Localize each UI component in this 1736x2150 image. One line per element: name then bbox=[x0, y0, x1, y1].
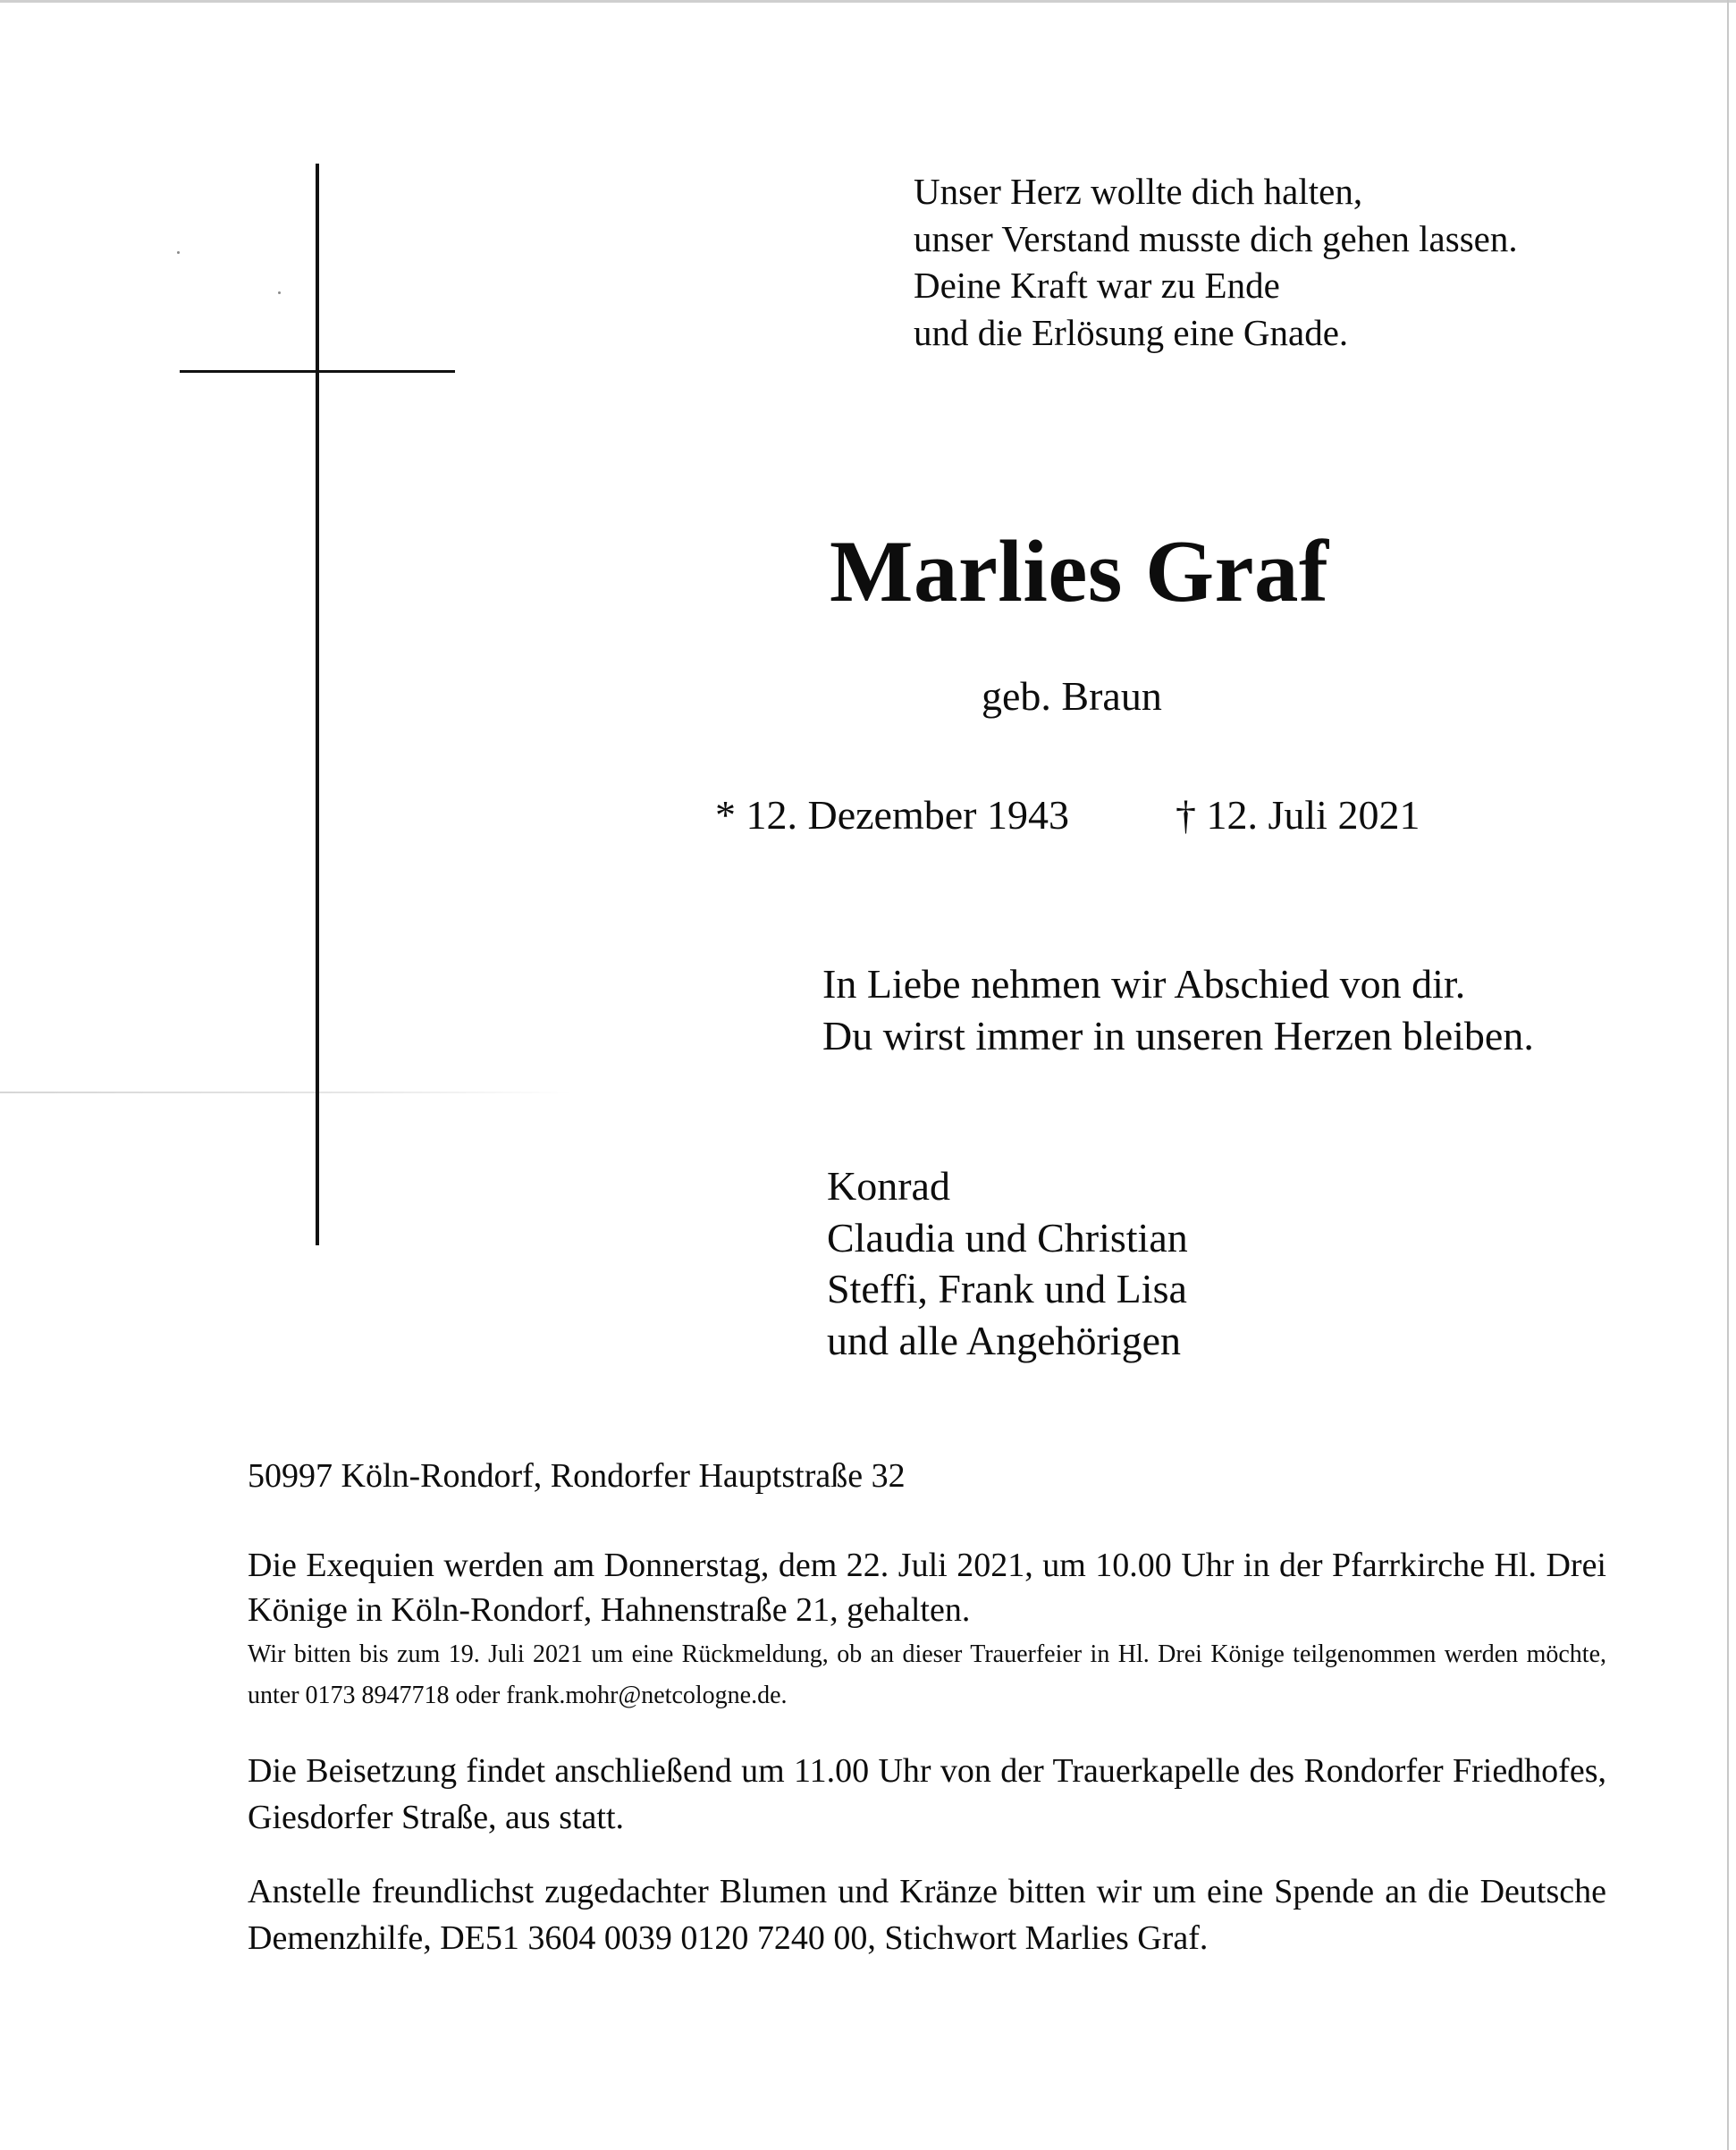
cross-icon-vertical-bar bbox=[316, 164, 319, 1245]
cross-icon-horizontal-bar bbox=[180, 370, 455, 373]
life-dates bbox=[715, 789, 1448, 841]
deceased-name: Marlies Graf bbox=[830, 523, 1329, 620]
family-address: 50997 Köln-Rondorf, Rondorfer Hauptstraße 32 bbox=[248, 1457, 906, 1495]
birth-date: * 12. Dezember 1943 bbox=[715, 792, 1069, 838]
mourner-name: Claudia und Christian bbox=[827, 1214, 1188, 1260]
rsvp-notice: Wir bitten bis zum 19. Juli 2021 um eine Rückmeldung, ob an dieser Trauerfeier in Hl. Drei Könige teilgenommen werden möchte, unter 0173 8947718 oder frank.mohr@netcologne.de. bbox=[248, 1640, 1606, 1709]
funeral-mass-notice: Die Exequien werden am Donnerstag, dem 22. Juli 2021, um 10.00 Uhr in der Pfarrkirche Hl. Drei Könige in Köln-Rondorf, Hahnenstraße 21, gehalten. bbox=[248, 1547, 1606, 1629]
farewell-line: In Liebe nehmen wir Abschied von dir. bbox=[822, 961, 1466, 1007]
scan-top-edge bbox=[0, 0, 1736, 3]
verse-line: und die Erlösung eine Gnade. bbox=[914, 311, 1349, 353]
paper-fold-line bbox=[0, 1092, 572, 1093]
maiden-name: geb. Braun bbox=[982, 673, 1162, 719]
farewell-message bbox=[822, 958, 1534, 1062]
scan-speck bbox=[278, 291, 281, 294]
mourner-name: Steffi, Frank und Lisa bbox=[827, 1266, 1187, 1311]
verse-line: unser Verstand musste dich gehen lassen. bbox=[914, 217, 1518, 259]
mourner-name: und alle Angehörigen bbox=[827, 1317, 1182, 1363]
mourner-name: Konrad bbox=[827, 1163, 950, 1209]
verse-line: Unser Herz wollte dich halten, bbox=[914, 171, 1363, 212]
death-date: † 12. Juli 2021 bbox=[1176, 792, 1420, 838]
mourners-list bbox=[827, 1160, 1188, 1366]
farewell-line: Du wirst immer in unseren Herzen bleiben. bbox=[822, 1013, 1534, 1058]
verse-line: Deine Kraft war zu Ende bbox=[914, 265, 1280, 306]
opening-verse bbox=[914, 168, 1518, 356]
scan-speck bbox=[177, 251, 180, 254]
donation-notice: Anstelle freundlichst zugedachter Blumen und Kränze bitten wir um eine Spende an die Deutsche Demenzhilfe, DE51 3604 0039 0120 7240 00, Stichwort Marlies Graf. bbox=[248, 1873, 1606, 1957]
scan-right-edge bbox=[1727, 0, 1729, 2150]
burial-notice: Die Beisetzung findet anschließend um 11.00 Uhr von der Trauerkapelle des Rondorfer Friedhofes, Giesdorfer Straße, aus statt. bbox=[248, 1752, 1606, 1836]
